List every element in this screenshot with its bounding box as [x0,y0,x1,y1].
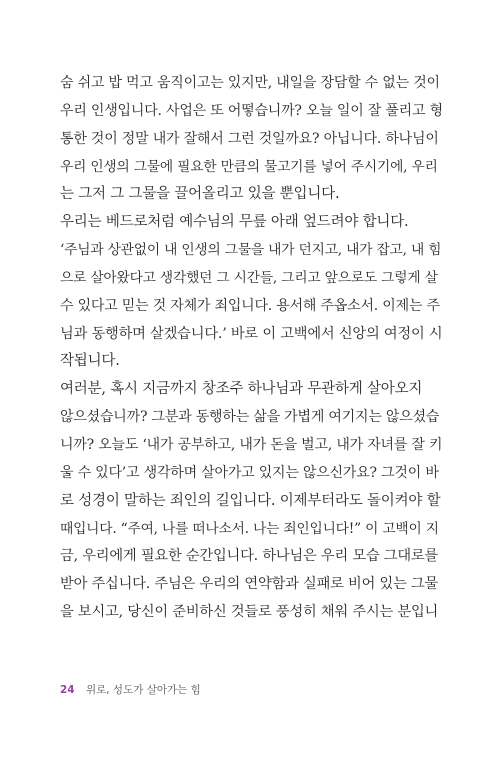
running-title: 위로, 성도가 살아가는 힘 [85,684,201,696]
text-line-13: 않으셨습니까? 그분과 동행하는 삶을 가볍게 여기지는 않으셨습 [60,409,440,426]
text-line-3: 통한 것이 정말 내가 잘해서 그런 것일까요? 아닙니다. 하나님이 [60,130,439,147]
text-line-12: 여러분, 혹시 지금까지 창조주 하나님과 무관하게 살아오지 [60,381,423,398]
text-line-4: 우리 인생의 그물에 필요한 만큼의 물고기를 넣어 주시기에, 우리 [60,158,438,175]
text-line-6: 우리는 베드로처럼 예수님의 무릎 아래 엎드려야 합니다. [60,214,409,231]
text-line-7: ‘주님과 상관없이 내 인생의 그물을 내가 던지고, 내가 잡고, 내 힘 [60,242,442,259]
text-line-9: 수 있다고 믿는 것 자체가 죄입니다. 용서해 주옵소서. 이제는 주 [60,297,440,314]
text-line-5: 는 그저 그 그물을 끌어올리고 있을 뿐입니다. [60,186,340,203]
text-line-15: 울 수 있다’고 생각하며 살아가고 있지는 않으신가요? 그것이 바 [60,464,439,481]
text-line-19: 받아 주십니다. 주님은 우리의 연약함과 실패로 비어 있는 그물 [60,576,439,593]
text-line-20: 을 보시고, 당신이 준비하신 것들로 풍성히 채워 주시는 분입니 [60,604,439,621]
text-line-10: 님과 동행하며 살겠습니다.’ 바로 이 고백에서 신앙의 여정이 시 [60,325,443,342]
text-line-18: 금, 우리에게 필요한 순간입니다. 하나님은 우리 모습 그대로를 [60,548,439,565]
page-number: 24 [60,684,75,696]
text-line-16: 로 성경이 말하는 죄인의 길입니다. 이제부터라도 돌이켜야 할 [60,492,441,509]
text-line-1: 숨 쉬고 밥 먹고 움직이고는 있지만, 내일을 장담할 수 없는 것이 [60,75,440,91]
text-line-14: 니까? 오늘도 ‘내가 공부하고, 내가 돈을 벌고, 내가 자녀를 잘 키 [60,436,443,453]
body-text [60,70,444,627]
text-line-8: 으로 살아왔다고 생각했던 그 시간들, 그리고 앞으로도 그렇게 살 [60,269,438,286]
text-line-2: 우리 인생입니다. 사업은 또 어떻습니까? 오늘 일이 잘 풀리고 형 [60,102,443,119]
text-line-11: 작됩니다. [60,353,120,370]
page-footer [60,683,201,697]
text-line-17: 때입니다. “주여, 나를 떠나소서. 나는 죄인입니다!” 이 고백이 지 [60,520,439,537]
